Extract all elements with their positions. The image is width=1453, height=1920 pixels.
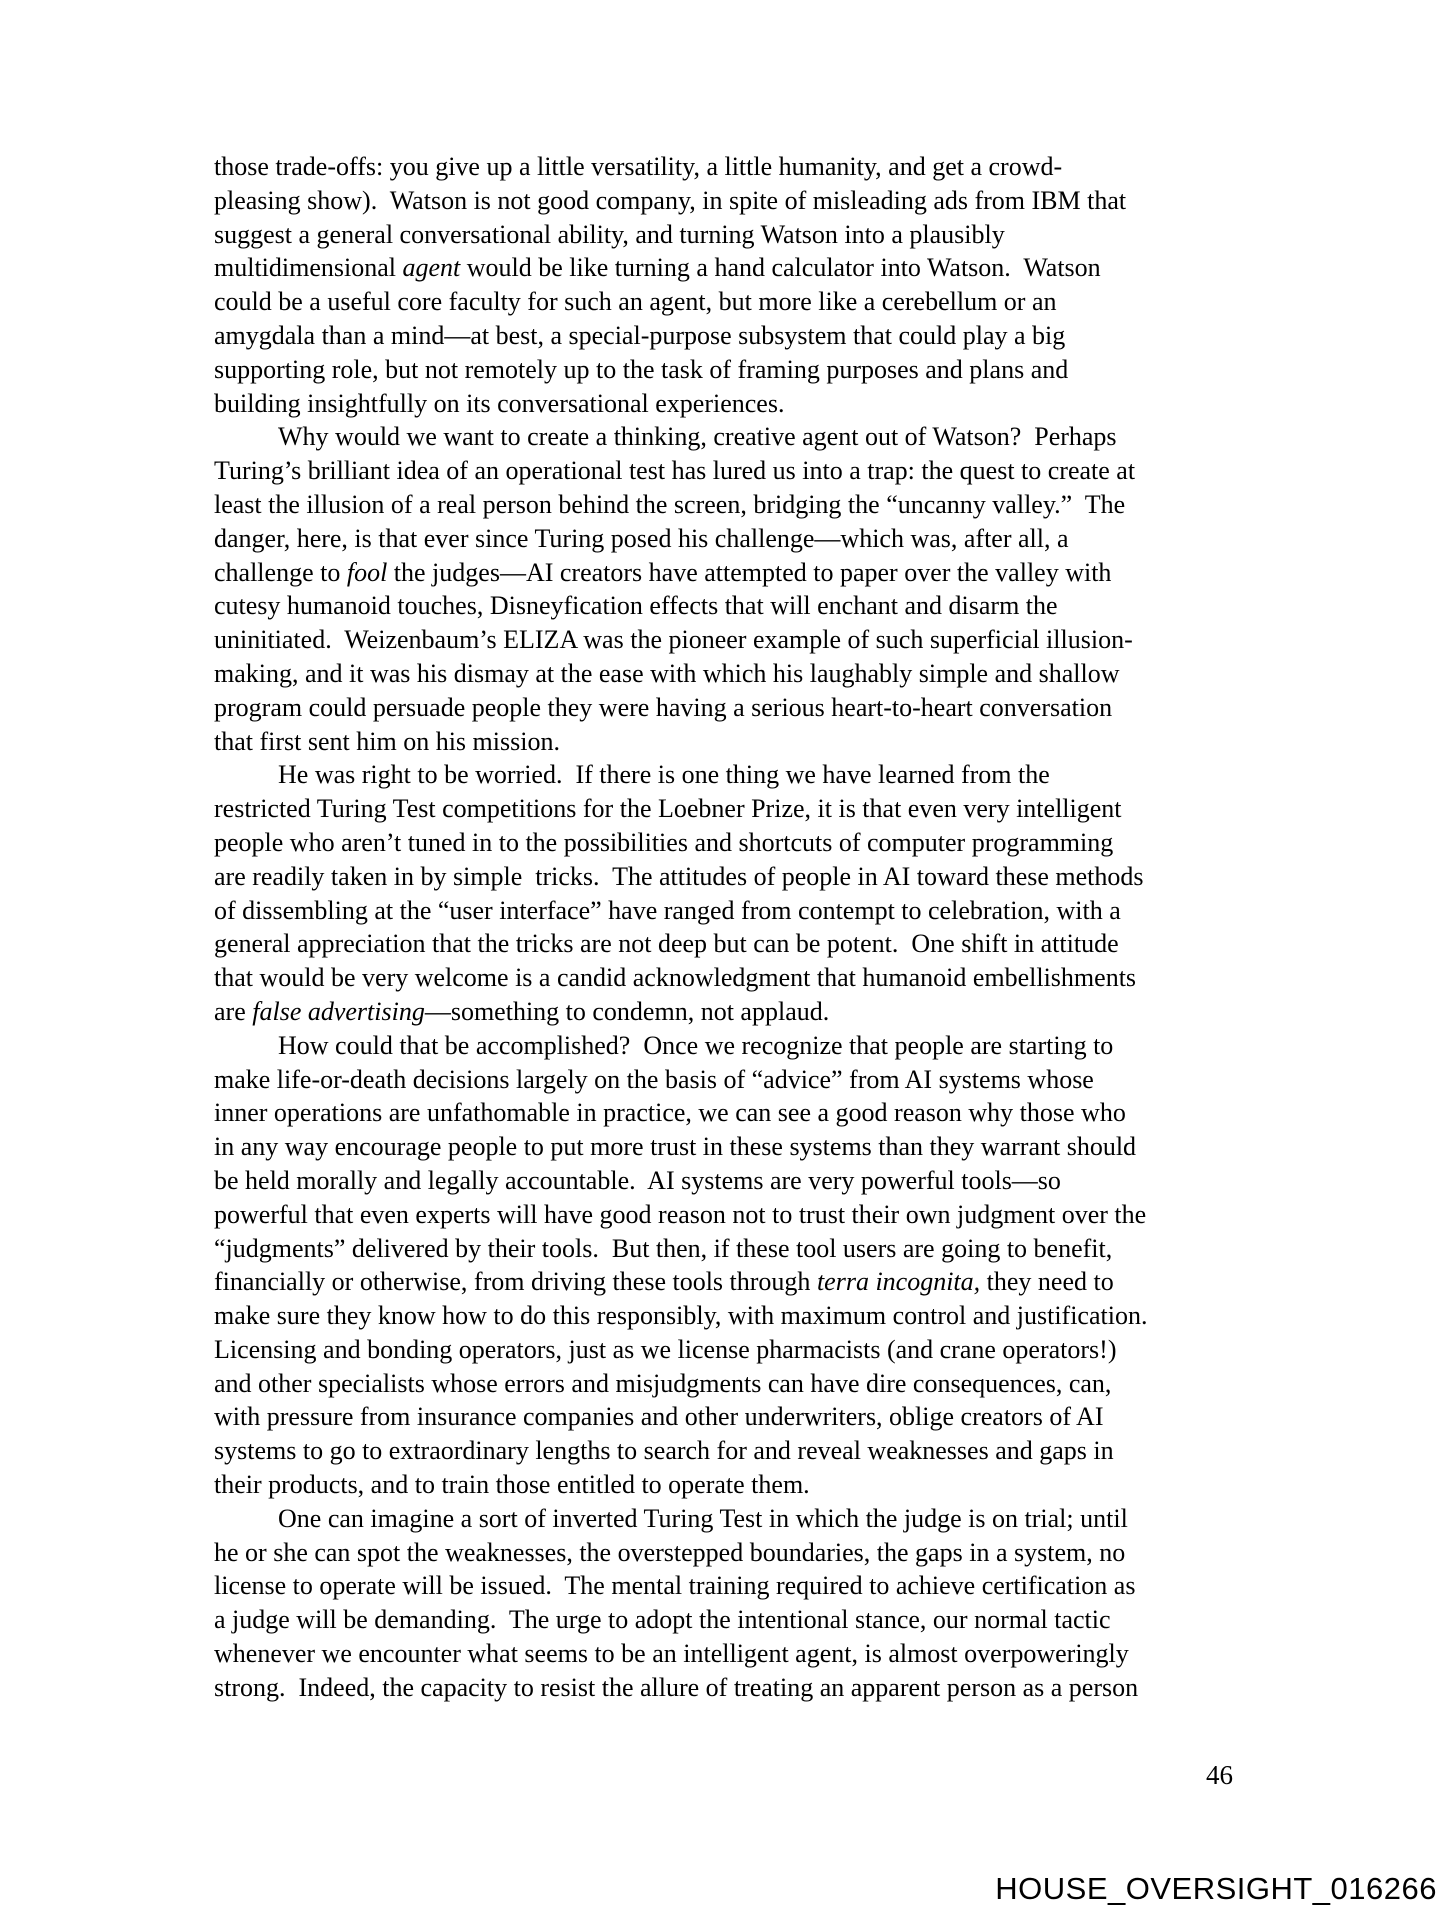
text-segment: and other specialists whose errors and misjudgments can have dire consequences, can, <box>214 1368 1112 1398</box>
page-body-text <box>214 150 1147 1705</box>
text-line <box>214 1232 1147 1266</box>
text-line <box>214 556 1147 590</box>
text-segment: whenever we encounter what seems to be an intelligent agent, is almost overpoweringly <box>214 1639 1129 1669</box>
text-segment: make sure they know how to do this responsibly, with maximum control and justification. <box>214 1301 1148 1331</box>
text-segment: that first sent him on his mission. <box>214 726 560 756</box>
text-line <box>214 1367 1147 1401</box>
text-line <box>214 1603 1147 1637</box>
text-segment: building insightfully on its conversational experiences. <box>214 388 785 418</box>
text-segment: people who aren’t tuned in to the possibilities and shortcuts of computer programming <box>214 827 1114 857</box>
text-line <box>214 1434 1147 1468</box>
text-segment: their products, and to train those entitled to operate them. <box>214 1470 810 1500</box>
text-segment: —something to condemn, not applaud. <box>424 996 830 1026</box>
text-line <box>214 1637 1147 1671</box>
text-segment: challenge to <box>214 557 347 587</box>
text-segment: a judge will be demanding. The urge to adopt the intentional stance, our normal tactic <box>214 1605 1111 1635</box>
text-segment: Licensing and bonding operators, just as we license pharmacists (and crane operators!) <box>214 1334 1117 1364</box>
text-line <box>214 285 1147 319</box>
bates-stamp: HOUSE_OVERSIGHT_016266 <box>995 1871 1437 1906</box>
page-number: 46 <box>1206 1760 1233 1790</box>
text-segment: amygdala than a mind—at best, a special-purpose subsystem that could play a big <box>214 320 1066 350</box>
text-segment: systems to go to extraordinary lengths to search for and reveal weaknesses and gaps in <box>214 1436 1114 1466</box>
text-line <box>214 927 1147 961</box>
text-line <box>214 454 1147 488</box>
text-segment: danger, here, is that ever since Turing posed his challenge—which was, after all, a <box>214 523 1069 553</box>
text-segment: Why would we want to create a thinking, creative agent out of Watson? Perhaps <box>278 422 1117 452</box>
text-line <box>214 184 1147 218</box>
text-line <box>214 1400 1147 1434</box>
text-segment: could be a useful core faculty for such an agent, but more like a cerebellum or an <box>214 287 1057 317</box>
italic-text-segment: terra incognita, <box>816 1267 981 1297</box>
paragraph <box>214 150 1147 420</box>
text-line <box>214 758 1147 792</box>
text-line <box>214 353 1147 387</box>
text-segment: suggest a general conversational ability, and turning Watson into a plausibly <box>214 219 1005 249</box>
text-line <box>214 894 1147 928</box>
text-line <box>214 995 1147 1029</box>
text-segment: be held morally and legally accountable. AI systems are very powerful tools—so <box>214 1165 1061 1195</box>
text-line <box>214 387 1147 421</box>
italic-text-segment: fool <box>346 557 388 587</box>
text-line <box>214 420 1147 454</box>
text-segment: general appreciation that the tricks are not deep but can be potent. One shift in attitude <box>214 929 1119 959</box>
text-segment: supporting role, but not remotely up to the task of framing purposes and plans and <box>214 354 1069 384</box>
text-segment: with pressure from insurance companies and other underwriters, oblige creators of AI <box>214 1402 1104 1432</box>
text-segment: Turing’s brilliant idea of an operational test has lured us into a trap: the quest to create at <box>214 456 1136 486</box>
text-segment: financially or otherwise, from driving these tools through <box>214 1267 817 1297</box>
text-segment: least the illusion of a real person behind the screen, bridging the “uncanny valley.” The <box>214 489 1126 519</box>
text-segment: are <box>214 996 253 1026</box>
text-segment: One can imagine a sort of inverted Turing Test in which the judge is on trial; until <box>278 1503 1128 1533</box>
text-line <box>214 691 1147 725</box>
text-segment: program could persuade people they were having a serious heart-to-heart conversation <box>214 692 1113 722</box>
text-line <box>214 725 1147 759</box>
text-line <box>214 1130 1147 1164</box>
text-segment: uninitiated. Weizenbaum’s ELIZA was the pioneer example of such superficial illusion- <box>214 625 1133 655</box>
text-line <box>214 150 1147 184</box>
paragraph <box>214 420 1147 758</box>
text-line <box>214 488 1147 522</box>
italic-text-segment: agent <box>402 253 461 283</box>
text-line <box>214 1299 1147 1333</box>
text-line <box>214 1536 1147 1570</box>
text-segment: multidimensional <box>214 253 403 283</box>
text-line <box>214 623 1147 657</box>
text-segment: cutesy humanoid touches, Disneyfication effects that will enchant and disarm the <box>214 591 1058 621</box>
text-line <box>214 589 1147 623</box>
text-line <box>214 826 1147 860</box>
text-segment: inner operations are unfathomable in practice, we can see a good reason why those who <box>214 1098 1126 1128</box>
text-segment: powerful that even experts will have good reason not to trust their own judgment over the <box>214 1199 1147 1229</box>
text-segment: those trade-offs: you give up a little versatility, a little humanity, and get a crowd- <box>214 152 1063 181</box>
text-segment: “judgments” delivered by their tools. But then, if these tool users are going to benefit, <box>214 1233 1113 1263</box>
text-line <box>214 1164 1147 1198</box>
text-segment: license to operate will be issued. The mental training required to achieve certification as <box>214 1571 1136 1601</box>
text-line <box>214 251 1147 285</box>
text-line <box>214 1198 1147 1232</box>
text-segment: making, and it was his dismay at the ease with which his laughably simple and shallow <box>214 658 1120 688</box>
text-segment: pleasing show). Watson is not good company, in spite of misleading ads from IBM that <box>214 185 1127 215</box>
text-line <box>214 860 1147 894</box>
text-line <box>214 1569 1147 1603</box>
text-segment: are readily taken in by simple tricks. The attitudes of people in AI toward these methods <box>214 861 1144 891</box>
text-line <box>214 1063 1147 1097</box>
text-segment: restricted Turing Test competitions for the Loebner Prize, it is that even very intelligent <box>214 794 1122 824</box>
text-line <box>214 1096 1147 1130</box>
text-line <box>214 319 1147 353</box>
paragraph <box>214 758 1147 1028</box>
text-line <box>214 657 1147 691</box>
text-segment: in any way encourage people to put more trust in these systems than they warrant should <box>214 1132 1137 1162</box>
text-line <box>214 1671 1147 1705</box>
text-line <box>214 792 1147 826</box>
text-segment: He was right to be worried. If there is one thing we have learned from the <box>278 760 1050 790</box>
text-line <box>214 1468 1147 1502</box>
text-line <box>214 218 1147 252</box>
text-line <box>214 1029 1147 1063</box>
text-segment: they need to <box>980 1267 1114 1297</box>
text-segment: of dissembling at the “user interface” have ranged from contempt to celebration, with a <box>214 895 1121 925</box>
paragraph <box>214 1029 1147 1502</box>
text-line <box>214 522 1147 556</box>
paragraph <box>214 1502 1147 1705</box>
text-line <box>214 961 1147 995</box>
text-segment: would be like turning a hand calculator into Watson. Watson <box>460 253 1101 283</box>
text-line <box>214 1502 1147 1536</box>
text-line <box>214 1265 1147 1299</box>
italic-text-segment: false advertising <box>252 996 425 1026</box>
text-segment: he or she can spot the weaknesses, the overstepped boundaries, the gaps in a system, no <box>214 1537 1126 1567</box>
text-segment: How could that be accomplished? Once we recognize that people are starting to <box>278 1030 1114 1060</box>
text-segment: strong. Indeed, the capacity to resist the allure of treating an apparent person as a person <box>214 1672 1139 1702</box>
text-line <box>214 1333 1147 1367</box>
text-segment: that would be very welcome is a candid acknowledgment that humanoid embellishments <box>214 963 1137 993</box>
text-segment: the judges—AI creators have attempted to paper over the valley with <box>387 557 1112 587</box>
text-segment: make life-or-death decisions largely on the basis of “advice” from AI systems whose <box>214 1064 1094 1094</box>
